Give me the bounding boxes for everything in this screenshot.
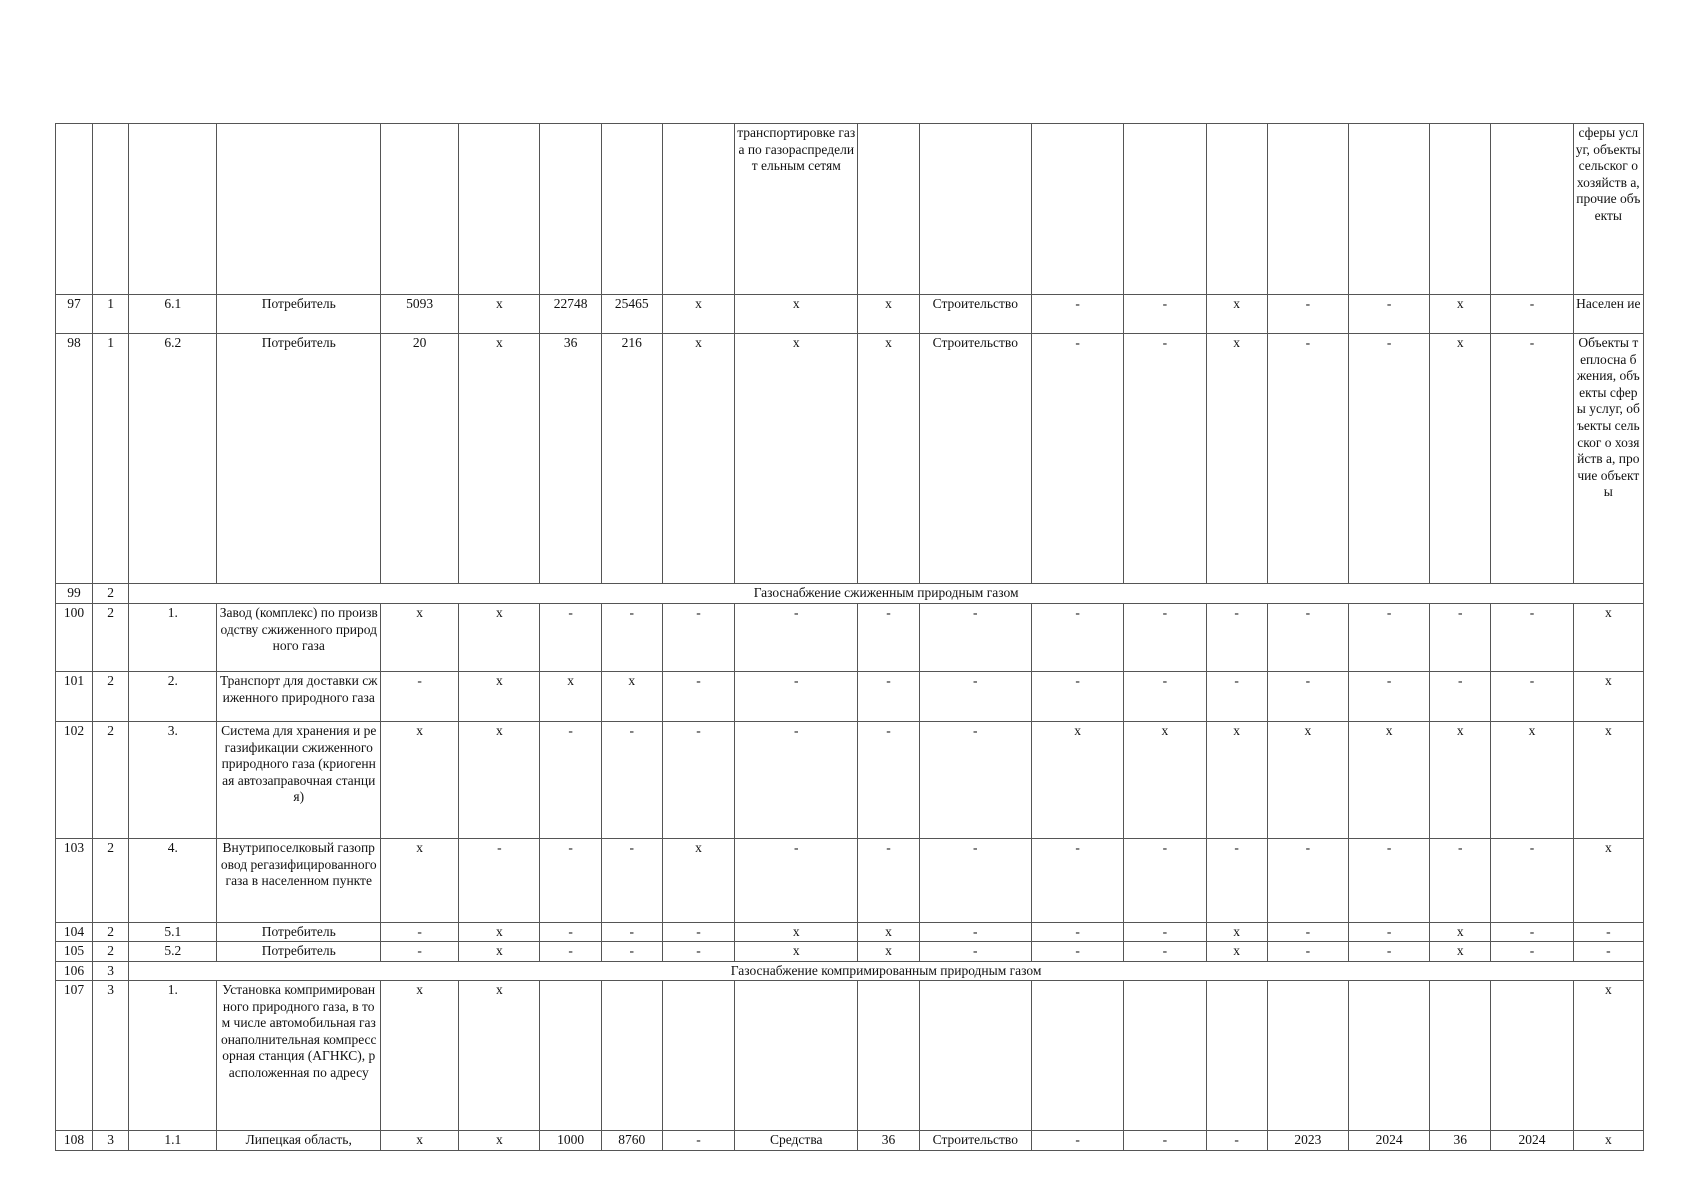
- table-cell: 36: [858, 1131, 919, 1151]
- table-cell: х: [1430, 334, 1491, 584]
- table-cell: 3: [93, 962, 129, 981]
- table-cell: 106: [56, 962, 93, 981]
- table-cell: -: [1348, 942, 1429, 962]
- table-cell: -: [540, 942, 601, 962]
- table-cell: -: [1124, 1131, 1206, 1151]
- table-cell: -: [1491, 604, 1573, 672]
- table-cell: [93, 124, 129, 295]
- table-cell: 20: [380, 334, 458, 584]
- table-cell: х: [1206, 334, 1267, 584]
- table-cell: -: [858, 672, 919, 722]
- table-cell: 2024: [1348, 1131, 1429, 1151]
- table-cell: [662, 124, 734, 295]
- table-cell: -: [1491, 923, 1573, 942]
- table-row: [56, 981, 1644, 1131]
- table-cell: 5.2: [129, 942, 217, 962]
- table-cell: 103: [56, 839, 93, 923]
- table-cell: -: [919, 942, 1031, 962]
- table-cell: х: [858, 923, 919, 942]
- table-cell: -: [1267, 295, 1348, 334]
- table-cell: 104: [56, 923, 93, 942]
- table-cell: х: [1573, 981, 1643, 1131]
- table-cell: -: [601, 839, 662, 923]
- table-row: [56, 1131, 1644, 1151]
- table-cell: 25465: [601, 295, 662, 334]
- table-row: [56, 923, 1644, 942]
- table-cell: [1491, 981, 1573, 1131]
- table-cell: Установка компримированного природного газа, в том числе автомобильная газонаполнительная компрессорная станция (АГНКС), расположенная по адресу: [217, 981, 381, 1131]
- table-cell: Потребитель: [217, 295, 381, 334]
- table-cell: -: [1430, 604, 1491, 672]
- table-cell: х: [1430, 295, 1491, 334]
- table-cell: 6.2: [129, 334, 217, 584]
- table-cell: 101: [56, 672, 93, 722]
- table-cell: х: [1573, 604, 1643, 672]
- table-cell: [601, 981, 662, 1131]
- data-table: [55, 123, 1644, 1151]
- table-cell: х: [459, 672, 540, 722]
- table-cell: [919, 124, 1031, 295]
- table-cell: Липецкая область,: [217, 1131, 381, 1151]
- table-cell: 2023: [1267, 1131, 1348, 1151]
- table-cell: 2: [93, 584, 129, 604]
- table-cell: х: [1031, 722, 1123, 839]
- table-cell: [540, 124, 601, 295]
- table-cell: [1430, 981, 1491, 1131]
- table-cell: -: [540, 604, 601, 672]
- table-row: [56, 672, 1644, 722]
- table-cell: -: [919, 604, 1031, 672]
- table-cell: -: [1267, 604, 1348, 672]
- table-cell: [735, 981, 858, 1131]
- table-cell: -: [1031, 672, 1123, 722]
- table-cell: -: [1267, 839, 1348, 923]
- table-cell: х: [1206, 722, 1267, 839]
- table-cell: -: [1031, 334, 1123, 584]
- table-cell: 2: [93, 722, 129, 839]
- table-cell: -: [1430, 672, 1491, 722]
- table-cell: [1267, 981, 1348, 1131]
- table-row: [56, 295, 1644, 334]
- table-cell: х: [459, 604, 540, 672]
- table-cell: Потребитель: [217, 334, 381, 584]
- table-cell: -: [601, 722, 662, 839]
- table-cell: х: [858, 334, 919, 584]
- table-cell: -: [540, 722, 601, 839]
- table-cell: [601, 124, 662, 295]
- table-cell: -: [1206, 604, 1267, 672]
- table-row: [56, 334, 1644, 584]
- table-cell: -: [380, 942, 458, 962]
- section-row: [56, 962, 1644, 981]
- table-body: [56, 124, 1644, 1151]
- table-cell: х: [1206, 942, 1267, 962]
- section-row: [56, 584, 1644, 604]
- table-cell: -: [1430, 839, 1491, 923]
- table-cell: Населен ие: [1573, 295, 1643, 334]
- table-cell: х: [459, 722, 540, 839]
- table-cell: -: [919, 923, 1031, 942]
- table-cell: [1206, 124, 1267, 295]
- table-cell: х: [1430, 942, 1491, 962]
- table-cell: х: [459, 1131, 540, 1151]
- table-cell: 2.: [129, 672, 217, 722]
- table-cell: 107: [56, 981, 93, 1131]
- table-cell: х: [1573, 1131, 1643, 1151]
- table-cell: 3: [93, 981, 129, 1131]
- table-cell: 1.: [129, 604, 217, 672]
- table-cell: Строительство: [919, 334, 1031, 584]
- table-cell: х: [1430, 722, 1491, 839]
- table-cell: [662, 981, 734, 1131]
- table-cell: 6.1: [129, 295, 217, 334]
- table-cell: -: [601, 942, 662, 962]
- section-title: Газоснабжение компримированным природным газом: [129, 962, 1644, 981]
- table-cell: -: [1124, 334, 1206, 584]
- table-cell: 2: [93, 672, 129, 722]
- table-cell: х: [1206, 295, 1267, 334]
- table-cell: х: [380, 981, 458, 1131]
- table-cell: -: [1267, 942, 1348, 962]
- table-cell: 97: [56, 295, 93, 334]
- table-cell: [129, 124, 217, 295]
- table-cell: -: [1348, 334, 1429, 584]
- table-cell: 1.: [129, 981, 217, 1131]
- table-cell: -: [858, 604, 919, 672]
- section-title: Газоснабжение сжиженным природным газом: [129, 584, 1644, 604]
- table-cell: х: [1124, 722, 1206, 839]
- table-cell: [1031, 981, 1123, 1131]
- table-cell: -: [1124, 942, 1206, 962]
- table-cell: х: [380, 604, 458, 672]
- table-cell: 1.1: [129, 1131, 217, 1151]
- table-cell: -: [1206, 672, 1267, 722]
- table-cell: х: [380, 839, 458, 923]
- table-cell: -: [1348, 839, 1429, 923]
- table-cell: -: [1124, 604, 1206, 672]
- table-cell: -: [919, 839, 1031, 923]
- table-cell: [1348, 124, 1429, 295]
- table-cell: 2: [93, 839, 129, 923]
- table-cell: [1124, 981, 1206, 1131]
- table-cell: х: [735, 942, 858, 962]
- table-cell: -: [601, 923, 662, 942]
- table-cell: 8760: [601, 1131, 662, 1151]
- table-row: [56, 722, 1644, 839]
- table-cell: х: [858, 942, 919, 962]
- table-cell: 3: [93, 1131, 129, 1151]
- table-cell: -: [540, 923, 601, 942]
- table-row: [56, 839, 1644, 923]
- table-cell: -: [1031, 923, 1123, 942]
- table-cell: х: [1206, 923, 1267, 942]
- table-cell: -: [1491, 672, 1573, 722]
- table-cell: 36: [1430, 1131, 1491, 1151]
- table-cell: х: [1430, 923, 1491, 942]
- table-cell: х: [735, 295, 858, 334]
- table-cell: -: [1124, 839, 1206, 923]
- table-cell: х: [1573, 672, 1643, 722]
- table-cell: х: [380, 722, 458, 839]
- table-cell: 5093: [380, 295, 458, 334]
- table-cell: -: [1124, 295, 1206, 334]
- table-cell: [217, 124, 381, 295]
- table-cell: х: [1267, 722, 1348, 839]
- table-cell: х: [662, 295, 734, 334]
- table-cell: 108: [56, 1131, 93, 1151]
- table-cell: 99: [56, 584, 93, 604]
- table-cell: -: [601, 604, 662, 672]
- table-cell: х: [1573, 722, 1643, 839]
- table-cell: 216: [601, 334, 662, 584]
- table-cell: -: [858, 722, 919, 839]
- table-cell: [1267, 124, 1348, 295]
- table-cell: [1206, 981, 1267, 1131]
- table-cell: 2: [93, 923, 129, 942]
- table-cell: -: [735, 604, 858, 672]
- table-cell: -: [380, 672, 458, 722]
- table-cell: -: [662, 604, 734, 672]
- table-cell: [1124, 124, 1206, 295]
- table-cell: 2: [93, 942, 129, 962]
- table-cell: сферы услуг, объекты сельског о хозяйств а, прочие объекты: [1573, 124, 1643, 295]
- table-cell: -: [459, 839, 540, 923]
- table-cell: Система для хранения и регазификации сжиженного природного газа (криогенная автозаправочная станция): [217, 722, 381, 839]
- table-cell: -: [1031, 942, 1123, 962]
- table-cell: -: [1206, 839, 1267, 923]
- table-cell: транспортировке газа по газораспределит ельным сетям: [735, 124, 858, 295]
- table-cell: х: [735, 334, 858, 584]
- table-cell: -: [919, 672, 1031, 722]
- table-cell: -: [662, 722, 734, 839]
- table-cell: 22748: [540, 295, 601, 334]
- table-cell: -: [1267, 334, 1348, 584]
- table-cell: -: [735, 839, 858, 923]
- table-cell: -: [1124, 923, 1206, 942]
- table-cell: -: [662, 1131, 734, 1151]
- table-cell: -: [662, 672, 734, 722]
- table-cell: -: [380, 923, 458, 942]
- table-cell: х: [1573, 839, 1643, 923]
- table-cell: [459, 124, 540, 295]
- table-cell: -: [1491, 942, 1573, 962]
- table-cell: 3.: [129, 722, 217, 839]
- table-cell: -: [1348, 923, 1429, 942]
- table-cell: -: [1267, 672, 1348, 722]
- table-cell: -: [1348, 672, 1429, 722]
- table-cell: [540, 981, 601, 1131]
- table-cell: -: [735, 722, 858, 839]
- table-cell: 105: [56, 942, 93, 962]
- table-cell: Завод (комплекс) по производству сжиженного природного газа: [217, 604, 381, 672]
- table-cell: 2024: [1491, 1131, 1573, 1151]
- table-cell: 98: [56, 334, 93, 584]
- table-cell: [1348, 981, 1429, 1131]
- table-cell: х: [459, 295, 540, 334]
- table-cell: -: [1491, 295, 1573, 334]
- table-cell: Строительство: [919, 295, 1031, 334]
- table-cell: -: [1491, 334, 1573, 584]
- table-cell: 36: [540, 334, 601, 584]
- table-cell: [1031, 124, 1123, 295]
- table-cell: 4.: [129, 839, 217, 923]
- table-cell: -: [1491, 839, 1573, 923]
- table-cell: -: [1031, 604, 1123, 672]
- table-cell: [858, 124, 919, 295]
- table-cell: х: [735, 923, 858, 942]
- table-row: [56, 942, 1644, 962]
- table-cell: х: [540, 672, 601, 722]
- table-cell: х: [459, 923, 540, 942]
- table-cell: [1491, 124, 1573, 295]
- table-cell: 2: [93, 604, 129, 672]
- table-cell: [56, 124, 93, 295]
- table-cell: х: [662, 839, 734, 923]
- table-cell: -: [858, 839, 919, 923]
- table-cell: х: [1491, 722, 1573, 839]
- table-cell: -: [1573, 942, 1643, 962]
- table-cell: -: [1031, 1131, 1123, 1151]
- table-cell: х: [380, 1131, 458, 1151]
- table-cell: -: [1267, 923, 1348, 942]
- table-cell: Потребитель: [217, 942, 381, 962]
- table-cell: -: [540, 839, 601, 923]
- table-cell: [380, 124, 458, 295]
- table-cell: х: [459, 942, 540, 962]
- table-cell: 100: [56, 604, 93, 672]
- table-cell: х: [601, 672, 662, 722]
- table-cell: х: [858, 295, 919, 334]
- table-cell: 102: [56, 722, 93, 839]
- table-cell: Внутрипоселковый газопровод регазифицированного газа в населенном пункте: [217, 839, 381, 923]
- table-cell: -: [1124, 672, 1206, 722]
- table-cell: Транспорт для доставки сжиженного природного газа: [217, 672, 381, 722]
- table-cell: [919, 981, 1031, 1131]
- table-cell: 1: [93, 295, 129, 334]
- table-cell: 1: [93, 334, 129, 584]
- table-cell: -: [1031, 295, 1123, 334]
- table-row: [56, 604, 1644, 672]
- table-cell: х: [459, 334, 540, 584]
- table-cell: Объекты теплосна бжения, объекты сферы услуг, объекты сельског о хозяйств а, прочие объекты: [1573, 334, 1643, 584]
- table-row: [56, 124, 1644, 295]
- table-cell: -: [1573, 923, 1643, 942]
- table-cell: Средства: [735, 1131, 858, 1151]
- table-cell: Потребитель: [217, 923, 381, 942]
- table-cell: [858, 981, 919, 1131]
- table-cell: -: [1348, 295, 1429, 334]
- table-cell: -: [1031, 839, 1123, 923]
- table-cell: -: [735, 672, 858, 722]
- table-cell: х: [459, 981, 540, 1131]
- table-cell: 1000: [540, 1131, 601, 1151]
- table-cell: -: [662, 942, 734, 962]
- table-cell: -: [662, 923, 734, 942]
- table-cell: -: [1348, 604, 1429, 672]
- table-cell: х: [1348, 722, 1429, 839]
- table-cell: -: [919, 722, 1031, 839]
- table-cell: -: [1206, 1131, 1267, 1151]
- table-cell: 5.1: [129, 923, 217, 942]
- table-cell: х: [662, 334, 734, 584]
- table-cell: Строительство: [919, 1131, 1031, 1151]
- table-cell: [1430, 124, 1491, 295]
